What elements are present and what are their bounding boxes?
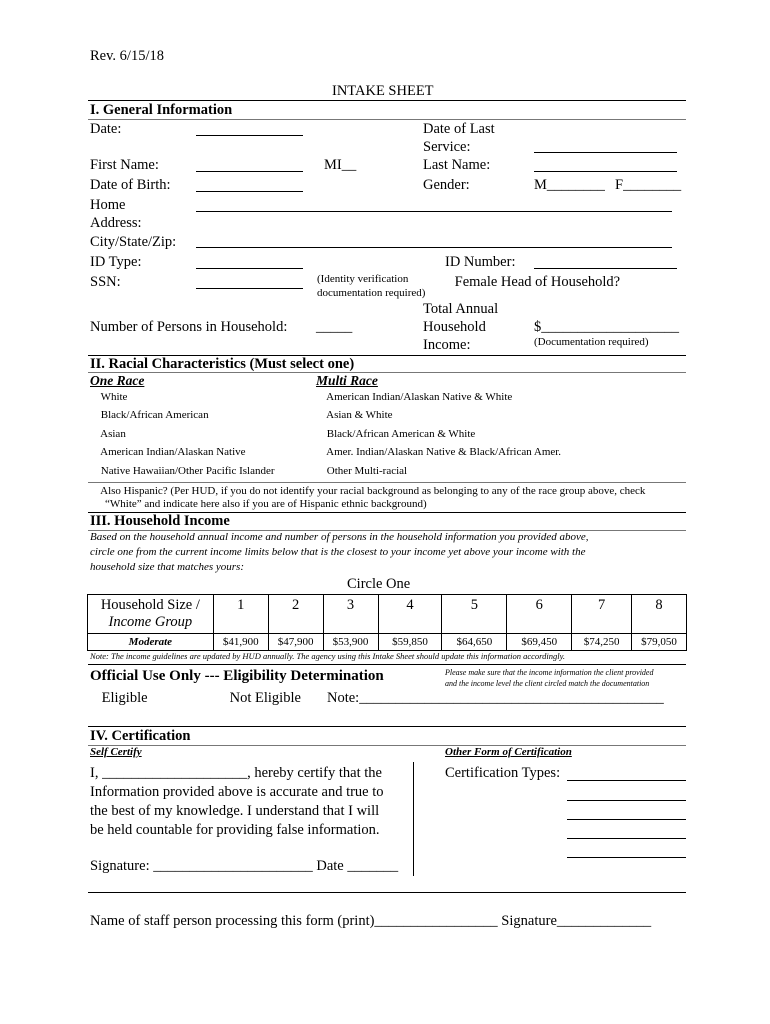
divider bbox=[88, 745, 686, 746]
checkbox-icon bbox=[90, 428, 98, 440]
official-heading: Official Use Only --- Eligibility Determination bbox=[90, 668, 384, 684]
city-label: City/State/Zip: bbox=[90, 234, 177, 250]
multi-race-heading: Multi Race bbox=[316, 373, 378, 388]
not-eligible-checkbox[interactable] bbox=[218, 690, 301, 707]
limit-cell[interactable]: $69,450 bbox=[507, 634, 572, 651]
checkbox-icon bbox=[90, 465, 98, 477]
self-certify-heading: Self Certify bbox=[90, 746, 142, 758]
size-cell[interactable]: 5 bbox=[442, 595, 507, 634]
last-name-label: Last Name: bbox=[423, 157, 491, 173]
table-row bbox=[88, 634, 687, 651]
checkbox-icon bbox=[316, 428, 324, 440]
checkbox-icon bbox=[90, 485, 98, 497]
limit-cell[interactable]: $79,050 bbox=[632, 634, 687, 651]
income-instructions-2: circle one from the current income limits below that is the closest to your income yet above your income with the bbox=[90, 546, 586, 558]
one-race-heading: One Race bbox=[90, 373, 145, 388]
certify-statement: I, ____________________, hereby certify that the bbox=[90, 765, 382, 781]
limit-cell[interactable]: $47,900 bbox=[268, 634, 323, 651]
cert-type-field[interactable] bbox=[567, 819, 686, 820]
staff-processing-field[interactable]: Name of staff person processing this form (print)_________________ Signature_____________ bbox=[90, 913, 652, 929]
divider bbox=[88, 372, 686, 373]
eligible-label: Eligible bbox=[101, 690, 148, 706]
hispanic-label: Also Hispanic? (Per HUD, if you do not identify your racial background as belonging to any of the race group above, check bbox=[100, 485, 646, 497]
eligibility-note-field[interactable]: Note:__________________________________________ bbox=[327, 690, 664, 706]
size-cell[interactable]: 1 bbox=[213, 595, 268, 634]
race-option[interactable] bbox=[316, 465, 407, 477]
signature-date-field[interactable]: Signature: ______________________ Date _______ bbox=[90, 858, 399, 874]
id-type-label: ID Type: bbox=[90, 254, 142, 270]
certify-statement-2: Information provided above is accurate and true to bbox=[90, 784, 384, 800]
income-label-2: Household bbox=[423, 319, 486, 335]
size-cell[interactable]: 7 bbox=[572, 595, 632, 634]
size-cell[interactable]: 2 bbox=[268, 595, 323, 634]
income-label-3: Income: bbox=[423, 337, 471, 353]
cert-type-field[interactable] bbox=[567, 838, 686, 839]
checkbox-icon bbox=[90, 446, 98, 458]
ssn-label: SSN: bbox=[90, 274, 121, 290]
hispanic-checkbox[interactable] bbox=[90, 485, 645, 497]
cert-types-label: Certification Types: bbox=[445, 765, 561, 781]
divider bbox=[88, 726, 686, 727]
income-table bbox=[87, 594, 687, 651]
divider bbox=[88, 664, 686, 665]
checkbox-icon bbox=[90, 391, 98, 403]
income-instructions: Based on the household annual income and number of persons in the household information you provided above, bbox=[90, 531, 589, 543]
last-name-field[interactable] bbox=[534, 171, 677, 172]
race-option-label: Black/African American & White bbox=[326, 428, 476, 440]
first-name-label: First Name: bbox=[90, 157, 159, 173]
certify-statement-4: be held countable for providing false information. bbox=[90, 822, 380, 838]
first-name-field[interactable] bbox=[196, 171, 303, 172]
page-title: INTAKE SHEET bbox=[332, 83, 434, 99]
dob-label: Date of Birth: bbox=[90, 177, 171, 193]
city-field[interactable] bbox=[196, 247, 672, 248]
section-heading-general: I. General Information bbox=[90, 102, 233, 118]
race-option-label: Native Hawaiian/Other Pacific Islander bbox=[100, 465, 275, 477]
persons-field[interactable]: _____ bbox=[316, 319, 353, 335]
income-instructions-3: household size that matches yours: bbox=[90, 561, 244, 573]
race-option[interactable] bbox=[316, 409, 393, 421]
female-head-label: Female Head of Household? bbox=[454, 274, 621, 290]
checkbox-icon bbox=[316, 465, 324, 477]
mi-field[interactable]: MI__ bbox=[324, 157, 357, 173]
cert-type-field[interactable] bbox=[567, 780, 686, 781]
checkbox-icon bbox=[90, 409, 98, 421]
size-cell[interactable]: 8 bbox=[632, 595, 687, 634]
size-header bbox=[88, 595, 214, 634]
divider bbox=[88, 482, 686, 483]
hispanic-label-2: “White” and indicate here also if you are of Hispanic ethnic background) bbox=[105, 498, 427, 510]
section-heading-racial: II. Racial Characteristics (Must select one) bbox=[90, 356, 355, 372]
divider bbox=[88, 892, 686, 893]
race-option-label: Black/African American bbox=[100, 409, 209, 421]
size-cell[interactable]: 6 bbox=[507, 595, 572, 634]
last-service-label: Date of Last bbox=[423, 121, 495, 137]
certify-statement-3: the best of my knowledge. I understand that I will bbox=[90, 803, 380, 819]
limit-cell[interactable]: $59,850 bbox=[378, 634, 442, 651]
size-cell[interactable]: 4 bbox=[378, 595, 442, 634]
identity-note-2: documentation required) bbox=[317, 287, 426, 299]
limit-cell[interactable]: $53,900 bbox=[323, 634, 378, 651]
cert-type-field[interactable] bbox=[567, 857, 686, 858]
gender-m-field[interactable]: M________ bbox=[534, 177, 605, 193]
race-option[interactable] bbox=[90, 409, 209, 421]
income-label: Total Annual bbox=[423, 301, 499, 317]
size-header-label: Household Size / bbox=[100, 597, 200, 613]
race-option[interactable] bbox=[316, 446, 561, 458]
persons-label: Number of Persons in Household: bbox=[90, 319, 288, 335]
id-number-label: ID Number: bbox=[445, 254, 516, 270]
table-row bbox=[88, 595, 687, 634]
id-number-field[interactable] bbox=[534, 268, 677, 269]
size-cell[interactable]: 3 bbox=[323, 595, 378, 634]
race-option-label: Asian & White bbox=[326, 409, 393, 421]
divider bbox=[88, 119, 686, 120]
ssn-field[interactable] bbox=[196, 288, 303, 289]
income-note: Note: The income guidelines are updated by HUD annually. The agency using this Intake Sheet should update this information accordingly. bbox=[90, 651, 566, 661]
female-head-checkbox[interactable] bbox=[443, 274, 620, 291]
last-service-field[interactable] bbox=[534, 152, 677, 153]
section-heading-certification: IV. Certification bbox=[90, 728, 191, 744]
race-option[interactable] bbox=[90, 446, 246, 458]
race-option[interactable] bbox=[90, 391, 127, 403]
income-field[interactable]: $___________________ bbox=[534, 319, 679, 335]
race-option-label: Amer. Indian/Alaskan Native & Black/African Amer. bbox=[326, 446, 562, 458]
race-option-label: Asian bbox=[100, 428, 126, 440]
race-option[interactable] bbox=[316, 428, 475, 440]
id-type-field[interactable] bbox=[196, 268, 303, 269]
gender-f-field[interactable]: F________ bbox=[615, 177, 682, 193]
gender-label: Gender: bbox=[423, 177, 470, 193]
official-side-note: Please make sure that the income information the client provided bbox=[445, 668, 654, 677]
divider bbox=[88, 100, 686, 101]
home-label: Home bbox=[90, 197, 126, 213]
income-doc-note: (Documentation required) bbox=[534, 336, 649, 348]
cert-type-field[interactable] bbox=[567, 800, 686, 801]
eligible-checkbox[interactable] bbox=[90, 690, 148, 707]
revision-label: Rev. 6/15/18 bbox=[90, 48, 164, 64]
not-eligible-label: Not Eligible bbox=[229, 690, 301, 706]
race-option[interactable] bbox=[90, 428, 126, 440]
circle-one-label: Circle One bbox=[347, 576, 411, 592]
address-field[interactable] bbox=[196, 211, 672, 212]
official-side-note-2: and the income level the client circled match the documentation bbox=[445, 679, 650, 688]
column-divider bbox=[413, 762, 414, 876]
race-option[interactable] bbox=[90, 465, 275, 477]
race-option[interactable] bbox=[316, 391, 512, 403]
date-field[interactable] bbox=[196, 135, 303, 136]
date-label: Date: bbox=[90, 121, 122, 137]
checkbox-icon bbox=[90, 690, 98, 707]
race-option-label: American Indian/Alaskan Native bbox=[100, 446, 246, 458]
identity-note: (Identity verification bbox=[317, 273, 409, 285]
address-label: Address: bbox=[90, 215, 142, 231]
income-group-label: Income Group bbox=[108, 614, 193, 630]
limit-cell[interactable]: $74,250 bbox=[572, 634, 632, 651]
checkbox-icon bbox=[443, 274, 451, 291]
race-option-label: Other Multi-racial bbox=[326, 465, 408, 477]
limit-cell[interactable]: $64,650 bbox=[442, 634, 507, 651]
other-form-heading: Other Form of Certification bbox=[445, 746, 572, 758]
race-option-label: White bbox=[100, 391, 128, 403]
section-heading-income: III. Household Income bbox=[90, 513, 230, 529]
checkbox-icon bbox=[316, 409, 324, 421]
race-option-label: American Indian/Alaskan Native & White bbox=[326, 391, 513, 403]
checkbox-icon bbox=[316, 446, 324, 458]
dob-field[interactable] bbox=[196, 191, 303, 192]
checkbox-icon bbox=[316, 391, 324, 403]
last-service-label-2: Service: bbox=[423, 139, 471, 155]
moderate-label: Moderate bbox=[88, 634, 214, 651]
checkbox-icon bbox=[218, 690, 226, 707]
limit-cell[interactable]: $41,900 bbox=[213, 634, 268, 651]
